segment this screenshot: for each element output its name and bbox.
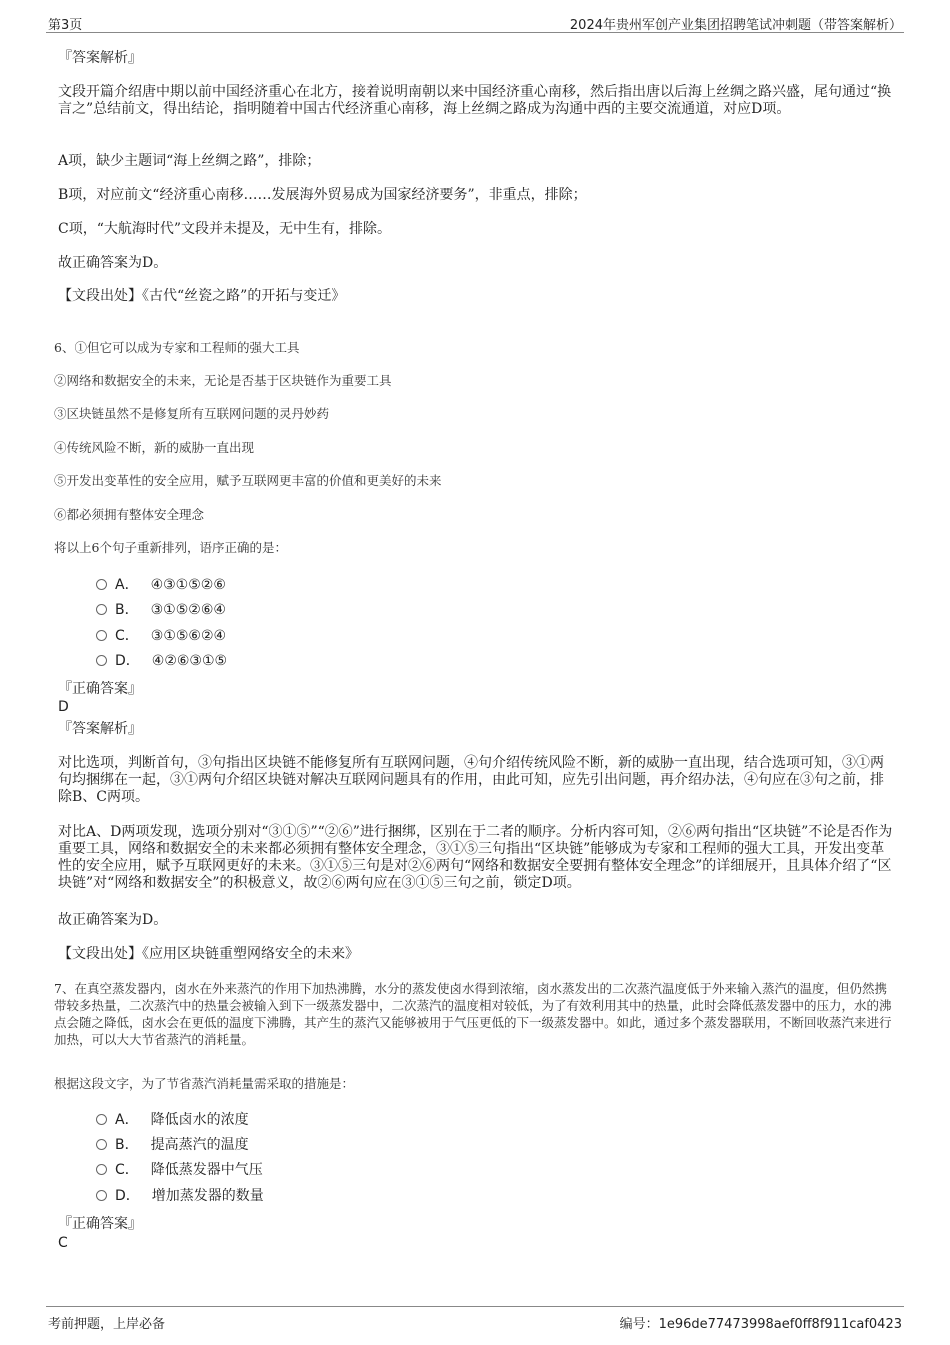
q6-option-b[interactable]: B． ③①⑤②⑥④ [96, 601, 226, 619]
q5-analysis-label: 『答案解析』 [58, 50, 142, 66]
q6-option-a[interactable]: A． ④③①⑤②⑥ [96, 576, 226, 594]
q6-option-c[interactable]: C． ③①⑤⑥②④ [96, 627, 226, 645]
q7-answer: C [58, 1235, 68, 1251]
radio-icon[interactable] [96, 1164, 107, 1175]
q6-sentence-1: 6、①但它可以成为专家和工程师的强大工具 [54, 340, 300, 355]
q6-answer: D [58, 699, 69, 715]
q7-option-b[interactable]: B． 提高蒸汽的温度 [96, 1136, 249, 1154]
q6-analysis-label: 『答案解析』 [58, 721, 142, 737]
q5-analysis-p1: 文段开篇介绍唐中期以前中国经济重心在北方，接着说明南朝以来中国经济重心南移，然后指出唐以后海上丝绸之路兴盛，尾句通过“换言之”总结前文，得出结论，指明随着中国古代经济重心南移，海上丝绸之路成为沟通中西的主要交流通道，对应D项。 [58, 84, 892, 117]
q5-source: 【文段出处】《古代“丝瓷之路”的开拓与变迁》 [58, 288, 346, 304]
q6-prompt: 将以上6个句子重新排列，语序正确的是： [54, 540, 287, 555]
q6-answer-label: 『正确答案』 [58, 681, 142, 697]
radio-icon[interactable] [96, 604, 107, 615]
q6-option-d[interactable]: D． ④②⑥③①⑤ [96, 652, 227, 670]
page-footer [46, 1306, 904, 1332]
page-header [46, 12, 904, 33]
q6-sentence-2: ②网络和数据安全的未来，无论是否基于区块链作为重要工具 [54, 373, 392, 388]
footer-slogan: 考前押题，上岸必备 [48, 1317, 166, 1332]
document-title: 2024年贵州军创产业集团招聘笔试冲刺题（带答案解析） [569, 18, 902, 33]
q6-sentence-6: ⑥都必须拥有整体安全理念 [54, 507, 205, 522]
q7-stem: 7、在真空蒸发器内，卤水在外来蒸汽的作用下加热沸腾，水分的蒸发使卤水得到浓缩，卤水蒸发出的二次蒸汽温度低于外来输入蒸汽的温度，但仍然携带较多热量，二次蒸汽中的热量会被输入到下一级蒸发器中，二次蒸汽的温度相对较低，为了有效利用其中的热量，此时会降低蒸发器中的压力，水的沸点会随之降低，卤水会在更低的温度下沸腾，其产生的蒸汽又能够被用于气压更低的下一级蒸发器中。如此，通过多个蒸发器联用，不断回收蒸汽来进行加热，可以大大节省蒸汽的消耗量。 [54, 981, 892, 1047]
q6-sentence-3: ③区块链虽然不是修复所有互联网问题的灵丹妙药 [54, 406, 330, 421]
q7-option-d[interactable]: D． 增加蒸发器的数量 [96, 1187, 264, 1205]
q6-analysis-p2: 对比A、D两项发现，选项分别对“③①⑤”“②⑥”进行捆绑，区别在于二者的顺序。分析内容可知，②⑥两句指出“区块链”不论是否作为重要工具，网络和数据安全的未来都必须拥有整体安全理念，③①⑤三句指出“区块链”能够成为专家和工程师的强大工具，开发出变革性的安全应用，赋予互联网更好的未来。③①⑤三句是对②⑥两句“网络和数据安全要拥有整体安全理念”的详细展开，且具体介绍了“区块链”对“网络和数据安全”的积极意义，故②⑥两句应在③①⑤三句之前，锁定D项。 [58, 824, 893, 891]
radio-icon[interactable] [96, 1190, 107, 1201]
q5-analysis-p2: A项，缺少主题词“海上丝绸之路”，排除； [58, 153, 321, 169]
q6-analysis-p1: 对比选项，判断首句，③句指出区块链不能修复所有互联网问题，④句介绍传统风险不断，新的威胁一直出现，结合选项可知，③①两句均捆绑在一起，③①两句介绍区块链对解决互联网问题具有的作用，由此可知，应先引出问题，再介绍办法，④句应在③句之前，排除B、C两项。 [58, 755, 884, 805]
q6-analysis-p3: 故正确答案为D。 [58, 912, 168, 928]
footer-serial: 编号：1e96de77473998aef0ff8f911caf0423 [619, 1317, 902, 1332]
q7-answer-label: 『正确答案』 [58, 1216, 142, 1232]
radio-icon[interactable] [96, 1139, 107, 1150]
radio-icon[interactable] [96, 579, 107, 590]
q5-analysis-p3: B项，对应前文“经济重心南移……发展海外贸易成为国家经济要务”，非重点，排除； [58, 187, 587, 203]
radio-icon[interactable] [96, 655, 107, 666]
q7-option-a[interactable]: A． 降低卤水的浓度 [96, 1111, 249, 1129]
page-number: 第3页 [48, 18, 83, 33]
q6-sentence-5: ⑤开发出变革性的安全应用，赋予互联网更丰富的价值和更美好的未来 [54, 473, 442, 488]
radio-icon[interactable] [96, 630, 107, 641]
q7-prompt: 根据这段文字，为了节省蒸汽消耗量需采取的措施是： [54, 1076, 355, 1091]
q5-analysis-p5: 故正确答案为D。 [58, 255, 168, 271]
radio-icon[interactable] [96, 1114, 107, 1125]
q6-source: 【文段出处】《应用区块链重塑网络安全的未来》 [58, 946, 359, 962]
q5-analysis-p4: C项，“大航海时代”文段并未提及，无中生有，排除。 [58, 221, 392, 237]
q6-sentence-4: ④传统风险不断，新的威胁一直出现 [54, 440, 255, 455]
q7-option-c[interactable]: C． 降低蒸发器中气压 [96, 1161, 263, 1179]
